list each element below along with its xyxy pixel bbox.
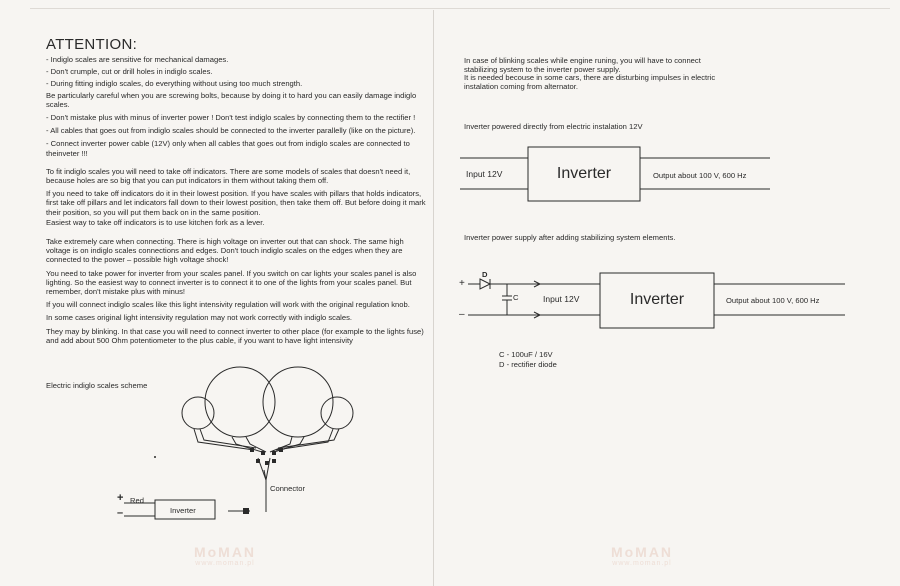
diagram1-inverter-label: Inverter [556, 165, 612, 182]
capacitor-label: C [513, 293, 519, 302]
diagram2-input-label: Input 12V [543, 294, 580, 304]
legend-capacitor: C - 100uF / 16V [499, 350, 553, 359]
large-gauge-right [263, 367, 333, 437]
scheme-title: Electric indiglo scales scheme [46, 381, 148, 390]
diagram1-input-label: Input 12V [466, 169, 503, 179]
instruction-line: - Indiglo scales are sensitive for mechanical damages. [46, 55, 229, 64]
instruction-paragraph: Take extremely care when connecting. There is high voltage on inverter out that can shock. The same high voltage is on indiglo scales connections and edges. Don't touch indiglo scales on the edges when they are connected to the power – possible high voltage shock! [46, 237, 404, 265]
red-wire-label: Red [130, 496, 144, 505]
indiglo-wiring-scheme [110, 360, 370, 525]
diagram2-inverter-label: Inverter [629, 291, 685, 308]
diagram2-caption: Inverter power supply after adding stabilizing system elements. [464, 233, 676, 242]
instruction-line: - Don't mistake plus with minus of inverter power ! Don't test indiglo scales by connecting them to the rectifier ! [46, 113, 416, 123]
left-column [46, 36, 428, 349]
plus-sign: + [117, 492, 124, 504]
moman-watermark-right: MoMAN www.moman.pl [610, 544, 674, 567]
intro-line: stabilizing system to the inverter power supply. [464, 64, 621, 74]
instruction-paragraph: If you will connect indiglo scales like this light intensivity regulation will work with the original regulation knob. [46, 300, 410, 310]
instruction-paragraph: They may by blinking. In that case you will need to connect inverter to other place (for example to the lights fuse) and add about 500 Ohm potentiometer to the plus cable, if you want to have light intensivity [46, 326, 424, 345]
intro-line: It is needed becouse in some cars, there are disturbing impulses in electric [464, 73, 716, 83]
scheme-inverter-label: Inverter [170, 506, 196, 515]
connector-plug [243, 508, 249, 514]
diagram2-output-label: Output about 100 V, 600 Hz [726, 296, 820, 305]
diagram1-output-label: Output about 100 V, 600 Hz [653, 171, 747, 180]
legend-diode: D - rectifier diode [499, 360, 557, 369]
intro-line: In case of blinking scales while engine runing, you will have to connect [464, 56, 701, 65]
instruction-paragraph: Easiest way to take off indicators is to use kitchen fork as a lever. [46, 217, 265, 227]
instruction-line: - Connect inverter power cable (12V) only when all cables that goes out from indiglo scales are connected to theinveter !!! [46, 139, 410, 158]
instruction-paragraph: If you need to take off indicators do it in their lowest position. If you have scales with pillars that holds indicators, first take off pillars and let indicators fall down to their lowest position, then take them off. But before doing it mark their position, so you will put them back on in the same position. [46, 189, 426, 217]
minus-sign: – [117, 507, 124, 519]
instruction-paragraph: You need to take power for inverter from your scales panel. If you switch on car lights your scales panel is also lighting. So the easiest way to connect inverter is to connect it to one of the lights from your scales panel. But remember, don't mistake plus with minus! [46, 268, 417, 297]
instruction-line: Be particularly careful when you are screwing bolts, because by doing it to hard you can easily damage indiglo scales. [46, 90, 417, 109]
diode-label: D [482, 270, 488, 279]
instruction-paragraph: In some cases original light intensivity regulation may not work correctly with indiglo scales. [46, 313, 352, 323]
top-rule [30, 8, 890, 9]
instruction-line: - During fitting indiglo scales, do everything without using too much strength. [46, 79, 303, 89]
instruction-line: - All cables that goes out from indiglo scales should be connected to the inverter parallelly (like on the picture). [46, 126, 416, 136]
diagram2-minus: – [459, 309, 465, 320]
diagram2-plus: + [459, 278, 465, 289]
small-gauge-right [321, 397, 353, 429]
connector-label: Connector [270, 484, 306, 493]
large-gauge-left [205, 367, 275, 437]
right-column [464, 57, 884, 91]
intro-line: instalation coming from alternator. [464, 81, 578, 91]
diode-symbol [480, 279, 490, 289]
attention-heading: ATTENTION: [46, 36, 138, 53]
diagram1-caption: Inverter powered directly from electric instalation 12V [464, 122, 643, 131]
small-gauge-left [182, 397, 214, 429]
instruction-paragraph: To fit indiglo scales you will need to take off indicators. There are some models of scales that doesn't need it, because holes are so big that you can put indicators in them without taking them off. [46, 166, 411, 186]
instruction-line: - Don't crumple, cut or drill holes in indiglo scales. [46, 67, 213, 77]
moman-watermark-left: MoMAN www.moman.pl [193, 544, 257, 567]
page-fold-divider [433, 10, 434, 586]
